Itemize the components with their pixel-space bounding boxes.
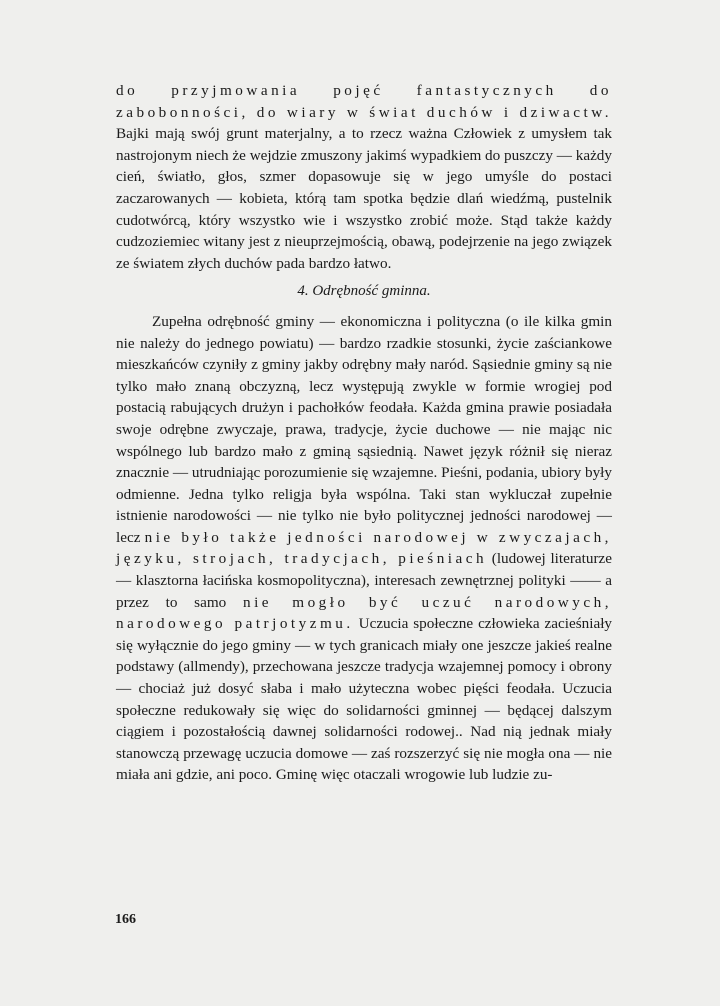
- spaced-text: nie mogło być uczuć narodowych, narodowego patrjotyzmu.: [116, 593, 612, 633]
- paragraph: [116, 311, 612, 786]
- spaced-text: nie było także jedności narodowej w zwyczajach, języku, strojach, tradycjach, pieśniach: [116, 528, 612, 568]
- text-run: (ludowej literaturze — klasztorna łacińska kosmopolityczna), interesach zewnętrznej polityki —— a przez to samo: [116, 550, 612, 611]
- page-number: 166: [115, 912, 136, 927]
- text-run: Bajki mają swój grunt materjalny, a to rzecz ważna Człowiek z umysłem tak nastrojonym niech że wejdzie zmuszony jakimś wypadkiem do puszczy — każdy cień, światło, głos, szmer dopasowuje się w jego umyśle do postaci zaczarowanych — kobieta, którą tam spotka będzie dlań wiedźmą, pustelnik cudotwórcą, który wszystko wie i wszystko zrobić może. Stąd także każdy cudzoziemiec witany jest z nieuprzejmością, obawą, podejrzenie na jego związek ze światem złych duchów pada bardzo łatwo.: [116, 125, 612, 272]
- spaced-text: do przyjmowania pojęć fantastycznych do zabobonności, do wiary w świat duchów i dziwactw.: [116, 82, 612, 121]
- section-heading: 4. Odrębność gminna.: [297, 283, 431, 300]
- body-text: [116, 80, 612, 786]
- text-run: Zupełna odrębność gminy — ekonomiczna i polityczna (o ile kilka gmin nie należy do jednego powiatu) — bardzo rzadkie stosunki, życie zaściankowe mieszkańców czyniły z gminy jakby odrębny mały naród. Sąsiednie gminy są nie tylko mało znaną obczyzną, lecz występują zwykle w formie wrogiej pod postacią rabujących drużyn i pachołków feodała. Każda gmina prawie posiadała swoje odrębne zwyczaje, prawa, tradycje, życie duchowe — nie mając nic wspólnego lub bardzo mało z gminą sąsiednią. Nawet język różnił się nieraz znacznie — utrudniając porozumienie się wzajemne. Pieśni, podania, ubiory były odmienne. Jedna tylko religja była wspólna. Taki stan wykluczał zupełnie istnienie narodowości — nie tylko nie było politycznej jedności narodowej — lecz: [116, 312, 612, 546]
- text-run: Uczucia społeczne człowieka zacieśniały się wyłącznie do jego gminy — w tych granicach miały one jeszcze jakieś realne podstawy (allmendy), przechowana jeszcze tradycja wzajemnej pomocy i obrony — chociaż już dosyć słaba i mało użyteczna wobec pięści feodała. Uczucia społeczne redukowały się więc do solidarności gminnej — będącej dalszym ciągiem i pozostałością dawnej solidarności rodowej.. Nad nią jednak miały stanowczą przewagę uczucia domowe — zaś rozszerzyć się nie mogła ona — nie miała ani gdzie, ani poco. Gminę więc otaczali wrogowie lub ludzie zu-: [116, 615, 613, 784]
- paragraph: [116, 80, 612, 274]
